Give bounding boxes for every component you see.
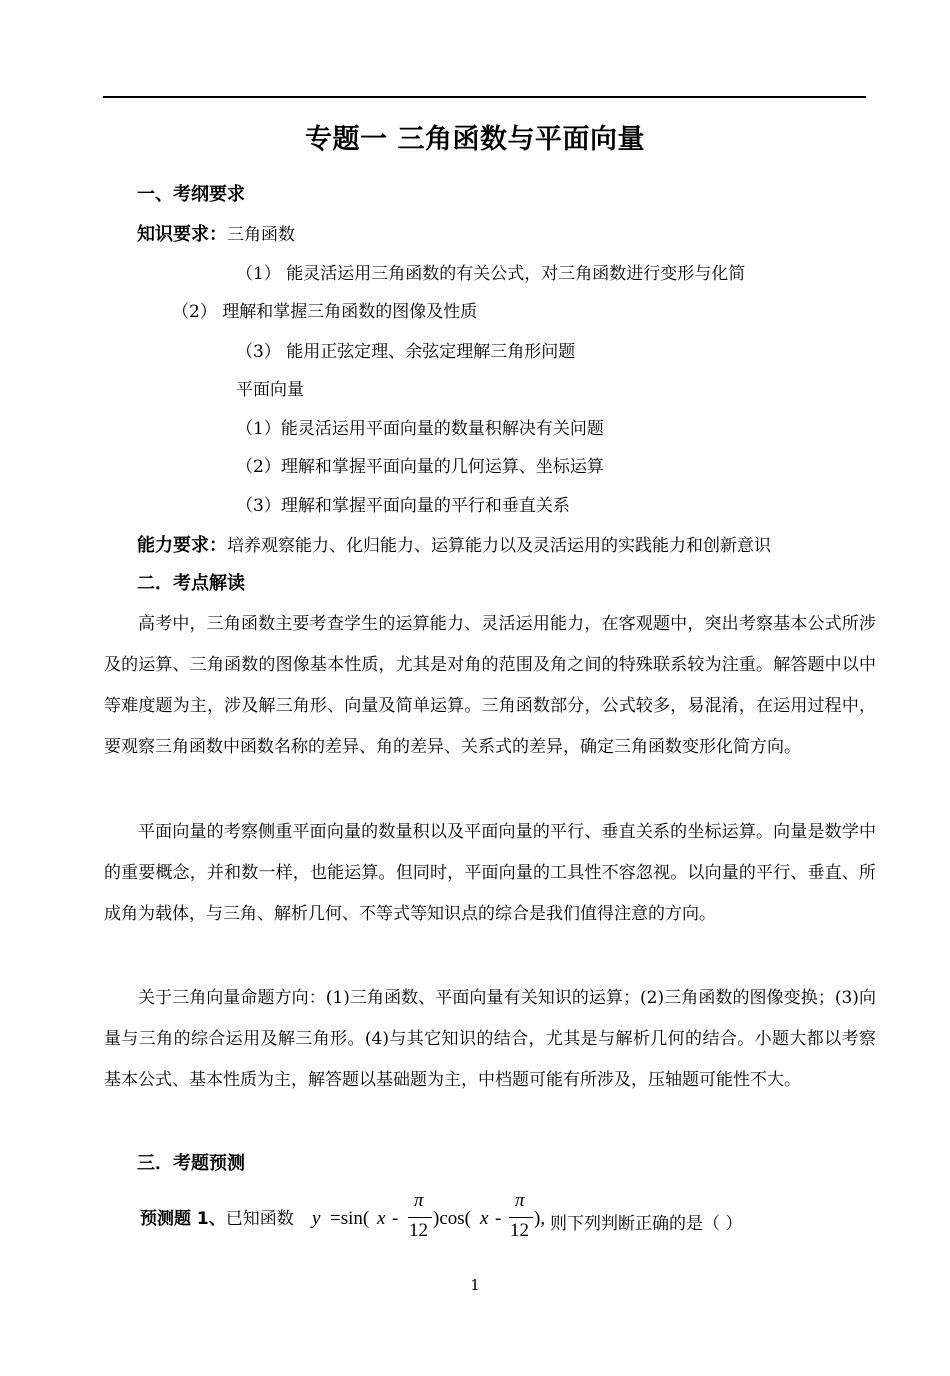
- trig-item-3: （3） 能用正弦定理、余弦定理解三角形问题: [236, 342, 576, 362]
- trig-item-2: （2） 理解和掌握三角函数的图像及性质: [172, 302, 478, 322]
- question-1-label: 预测题 1、: [140, 1209, 226, 1229]
- section3-heading: 三．考题预测: [137, 1153, 245, 1174]
- knowledge-topic-trig: 三角函数: [227, 225, 295, 245]
- page-title: 专题一 三角函数与平面向量: [305, 124, 645, 155]
- formula-numerator1: π: [414, 1190, 424, 1211]
- formula-x2: x: [480, 1208, 489, 1229]
- vector-item-2: （2）理解和掌握平面向量的几何运算、坐标运算: [236, 457, 604, 477]
- knowledge-topic-vector: 平面向量: [236, 380, 304, 400]
- question-1-intro: [140, 1207, 294, 1231]
- paragraph-2: 平面向量的考察侧重平面向量的数量积以及平面向量的平行、垂直关系的坐标运算。向量是数学中的重要概念，并和数一样，也能运算。但同时，平面向量的工具性不容忽视。以向量的平行、垂直、所成角为载体，与三角、解析几何、不等式等知识点的综合是我们值得注意的方向。: [104, 822, 876, 924]
- vector-item-1: （1）能灵活运用平面向量的数量积解决有关问题: [236, 419, 604, 439]
- question-1-formula: [310, 1190, 750, 1250]
- formula-denominator2: 12: [510, 1220, 529, 1241]
- formula-denominator1: 12: [409, 1220, 428, 1241]
- knowledge-label: 知识要求：: [137, 224, 227, 245]
- section1-heading: 一、考纲要求: [137, 184, 245, 205]
- section2-heading: 二．考点解读: [137, 573, 245, 594]
- ability-label: 能力要求：: [137, 535, 227, 556]
- fraction-bar-2: [509, 1217, 533, 1218]
- page-number: 1: [470, 1276, 480, 1294]
- question-1-prefix: 已知函数: [225, 1209, 294, 1229]
- ability-requirement: [137, 534, 771, 558]
- trig-item-1: （1） 能灵活运用三角函数的有关公式，对三角函数进行变形与化简: [236, 264, 746, 284]
- header-rule: [103, 96, 866, 98]
- paragraph-3: 关于三角向量命题方向：(1)三角函数、平面向量有关知识的运算；(2)三角函数的图像变换；(3)向量与三角的综合运用及解三角形。(4)与其它知识的结合，尤其是与解析几何的结合。小题大都以考察基本公式、基本性质为主，解答题以基础题为主，中档题可能有所涉及，压轴题可能性不大。: [104, 988, 876, 1090]
- formula-minus1: -: [392, 1208, 399, 1229]
- paragraph-1: 高考中，三角函数主要考查学生的运算能力、灵活运用能力，在客观题中，突出考察基本公式所涉及的运算、三角函数的图像基本性质，尤其是对角的范围及角之间的特殊联系较为注重。解答题中以中等难度题为主，涉及解三角形、向量及简单运算。三角函数部分，公式较多，易混淆，在运用过程中，要观察三角函数中函数名称的差异、角的差异、关系式的差异，确定三角函数变形化简方向。: [104, 614, 876, 757]
- formula-x1: x: [377, 1208, 386, 1229]
- formula-cos: )cos(: [433, 1208, 471, 1229]
- knowledge-requirement: [137, 223, 295, 247]
- ability-text: 培养观察能力、化归能力、运算能力以及灵活运用的实践能力和创新意识: [227, 536, 771, 556]
- formula-sin: =sin(: [330, 1208, 370, 1229]
- formula-minus2: -: [495, 1208, 502, 1229]
- formula-y: y: [312, 1208, 321, 1229]
- vector-item-3: （3）理解和掌握平面向量的平行和垂直关系: [236, 496, 570, 516]
- formula-end: ),: [534, 1208, 546, 1229]
- question-1-suffix: 则下列判断正确的是（ ）: [550, 1214, 743, 1234]
- fraction-bar-1: [408, 1217, 432, 1218]
- formula-numerator2: π: [515, 1190, 525, 1211]
